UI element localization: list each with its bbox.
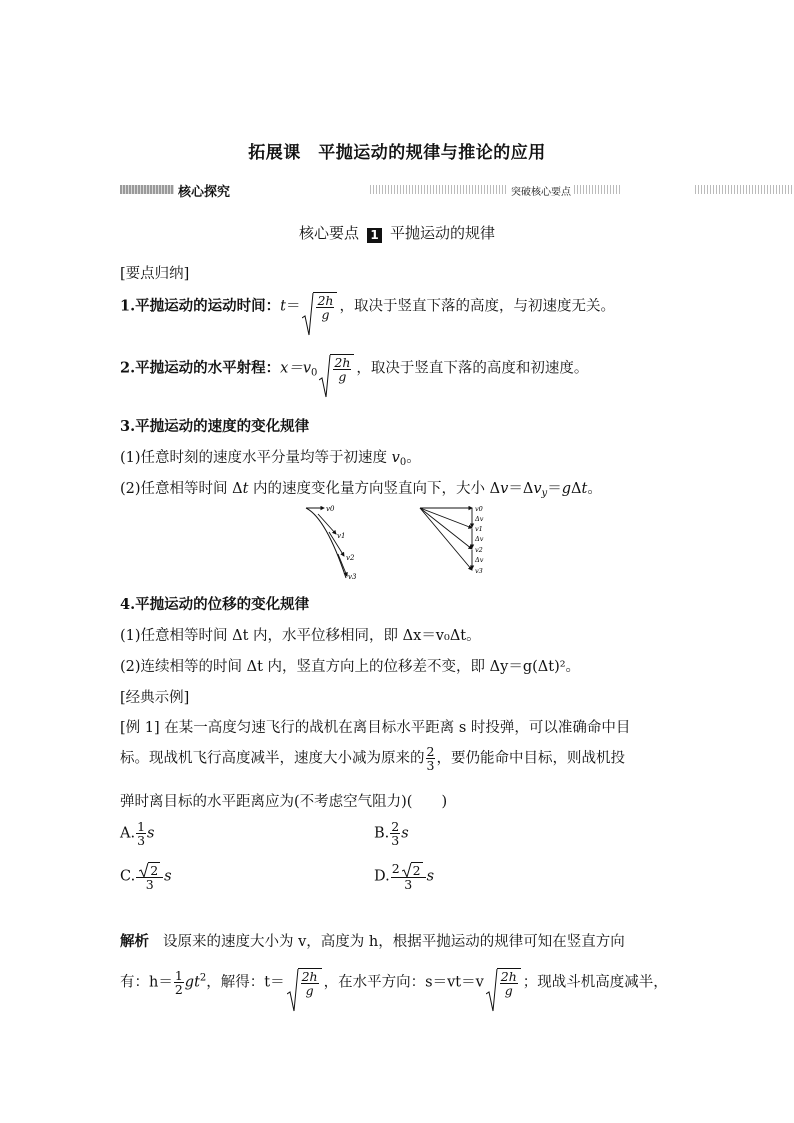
frac-denominator: g xyxy=(321,307,330,322)
var-g: g xyxy=(561,481,571,497)
var-t: t xyxy=(581,481,588,497)
coef: 2 xyxy=(391,861,400,876)
sqrt-expression xyxy=(139,862,160,877)
option-a[interactable] xyxy=(120,820,155,847)
fraction xyxy=(391,862,426,891)
frac-denominator: g xyxy=(504,983,513,998)
rule-velocity-heading: 3.平抛运动的速度的变化规律 xyxy=(120,418,310,435)
frac-denominator: 3 xyxy=(145,877,154,892)
equals: ＝ xyxy=(285,298,301,315)
text: Δ xyxy=(571,481,582,497)
frac-denominator: 3 xyxy=(426,758,435,773)
section-banner xyxy=(120,181,680,200)
text: ；现战斗机高度减半， xyxy=(522,974,668,991)
frac-numerator: 1 xyxy=(174,968,183,983)
example-line-3: 弹时离目标的水平距离应为(不考虑空气阻力)( ) xyxy=(120,794,448,810)
text: 设原来的速度大小为 v，高度为 h，根据平抛运动的规律可知在竖直方向 xyxy=(163,934,625,950)
fraction xyxy=(174,969,184,996)
rule-time-tail: ，取决于竖直下落的高度，与初速度无关。 xyxy=(339,298,615,315)
rule-velocity-p2 xyxy=(120,477,602,499)
var-v: v xyxy=(500,481,509,497)
var-t: t xyxy=(280,298,286,315)
option-letter: A. xyxy=(120,825,136,842)
section-heading xyxy=(0,222,794,243)
option-d[interactable] xyxy=(374,862,434,891)
rule-displacement-p1: (1)任意相等时间 Δt 内，水平位移相同，即 Δx＝v₀Δt。 xyxy=(120,628,481,644)
frac-numerator: 1 xyxy=(137,819,146,834)
text: (1)任意时刻的速度水平分量均等于初速度 xyxy=(120,450,392,466)
frac-denominator: g xyxy=(338,369,347,384)
velocity-diagram xyxy=(300,502,500,584)
text: 。 xyxy=(587,481,602,497)
rule-displacement-p2: (2)连续相等的时间 Δt 内，竖直方向上的位移差不变，即 Δy＝g(Δt)²。 xyxy=(120,659,581,675)
text: 内的速度变化量方向竖直向下，大小 Δ xyxy=(248,481,501,497)
sqrt-expression xyxy=(402,862,423,877)
radicand: 2 xyxy=(150,863,159,878)
var-s: s xyxy=(426,868,435,885)
banner-label: 核心探究 xyxy=(178,185,231,200)
sub-y: y xyxy=(541,488,548,499)
example-line-2 xyxy=(120,745,625,772)
rule-displacement-heading: 4.平抛运动的位移的变化规律 xyxy=(120,596,310,613)
frac-denominator: 2 xyxy=(174,982,183,997)
frac-denominator: 3 xyxy=(391,833,400,848)
option-letter: B. xyxy=(374,825,390,842)
banner-bar-middle xyxy=(370,185,620,194)
banner-sublabel: 突破核心要点 xyxy=(508,183,574,198)
text: ＝Δ xyxy=(508,481,534,497)
option-c[interactable] xyxy=(120,862,172,891)
text: gt xyxy=(184,974,200,991)
fraction xyxy=(136,862,163,891)
fig-right-label: Δv xyxy=(475,515,484,523)
var-v: v xyxy=(533,481,542,497)
frac-numerator: 2h xyxy=(500,969,517,984)
sup: 2 xyxy=(199,972,207,984)
fig-left-label: v1 xyxy=(337,532,346,540)
fig-right-label: v2 xyxy=(475,546,483,554)
fig-right-label: v3 xyxy=(475,567,483,575)
left-velocity-vectors xyxy=(306,505,357,581)
rule-range-tail: ，取决于竖直下落的高度和初速度。 xyxy=(356,360,589,377)
fraction xyxy=(390,820,400,847)
text: 标。现战机飞行高度减半，速度大小减为原来的 xyxy=(120,750,425,767)
fig-right-label: Δv xyxy=(475,535,484,543)
option-letter: C. xyxy=(120,868,136,885)
sub: 0 xyxy=(399,457,407,468)
example-label: [经典示例] xyxy=(120,690,190,706)
text: ，在水平方向：s＝vt＝v xyxy=(323,974,484,991)
fig-left-label: v3 xyxy=(348,573,357,581)
analysis-label: 解析 xyxy=(120,933,149,950)
section-prefix: 核心要点 xyxy=(298,224,359,242)
page-title: 拓展课 平抛运动的规律与推论的应用 xyxy=(248,143,546,163)
sqrt-expression xyxy=(302,292,337,321)
fig-right-label: v0 xyxy=(475,505,483,513)
var-s: s xyxy=(401,825,409,842)
frac-numerator: 2h xyxy=(317,293,334,308)
rule-velocity-p1 xyxy=(120,446,421,468)
radicand: 2 xyxy=(412,863,421,878)
var-s: s xyxy=(147,825,155,842)
fig-right-label: Δv xyxy=(475,556,484,564)
sqrt-expression xyxy=(287,968,322,997)
banner-bar-left xyxy=(120,185,174,194)
frac-denominator: 3 xyxy=(404,877,413,892)
right-velocity-vectors xyxy=(420,505,484,575)
frac-denominator: 3 xyxy=(137,833,146,848)
frac-numerator: 2h xyxy=(334,355,351,370)
analysis-line-1 xyxy=(120,930,625,951)
frac-numerator: 2 xyxy=(391,819,400,834)
frac-numerator: 2h xyxy=(301,969,318,984)
rule-range xyxy=(120,354,588,383)
analysis-line-2 xyxy=(120,968,668,997)
range-lhs: x＝v xyxy=(280,360,312,377)
var-t: t xyxy=(242,481,249,497)
section-number-badge: 1 xyxy=(367,228,382,243)
section-name: 平抛运动的规律 xyxy=(390,224,496,242)
banner-bar-right xyxy=(695,185,794,194)
fig-left-label: v2 xyxy=(346,554,355,562)
text: ＝ xyxy=(547,481,562,497)
text: 有：h＝ xyxy=(120,974,173,991)
fraction xyxy=(426,745,436,772)
fig-left-label: v0 xyxy=(326,505,335,513)
option-letter: D. xyxy=(374,868,390,885)
text: 。 xyxy=(406,450,421,466)
summary-label: [要点归纳] xyxy=(120,266,190,282)
rule-time-label: 1.平抛运动的运动时间： xyxy=(120,297,281,315)
text: ，解得：t＝ xyxy=(206,974,285,991)
rule-time xyxy=(120,292,615,321)
text: (2)任意相等时间 Δ xyxy=(120,481,243,497)
fig-right-label: v1 xyxy=(475,525,483,533)
var-v: v xyxy=(391,450,400,466)
fraction xyxy=(136,820,146,847)
var-s: s xyxy=(164,868,172,885)
sqrt-expression xyxy=(486,968,521,997)
sqrt-expression xyxy=(319,354,354,383)
example-line-1: [例 1] 在某一高度匀速飞行的战机在离目标水平距离 s 时投弹，可以准确命中目 xyxy=(120,720,631,736)
frac-numerator: 2 xyxy=(426,744,435,759)
range-sub: 0 xyxy=(311,367,318,379)
option-b[interactable] xyxy=(374,820,409,847)
text: ，要仍能命中目标，则战机投 xyxy=(436,750,625,767)
rule-range-label: 2.平抛运动的水平射程： xyxy=(120,359,281,377)
frac-denominator: g xyxy=(305,983,314,998)
